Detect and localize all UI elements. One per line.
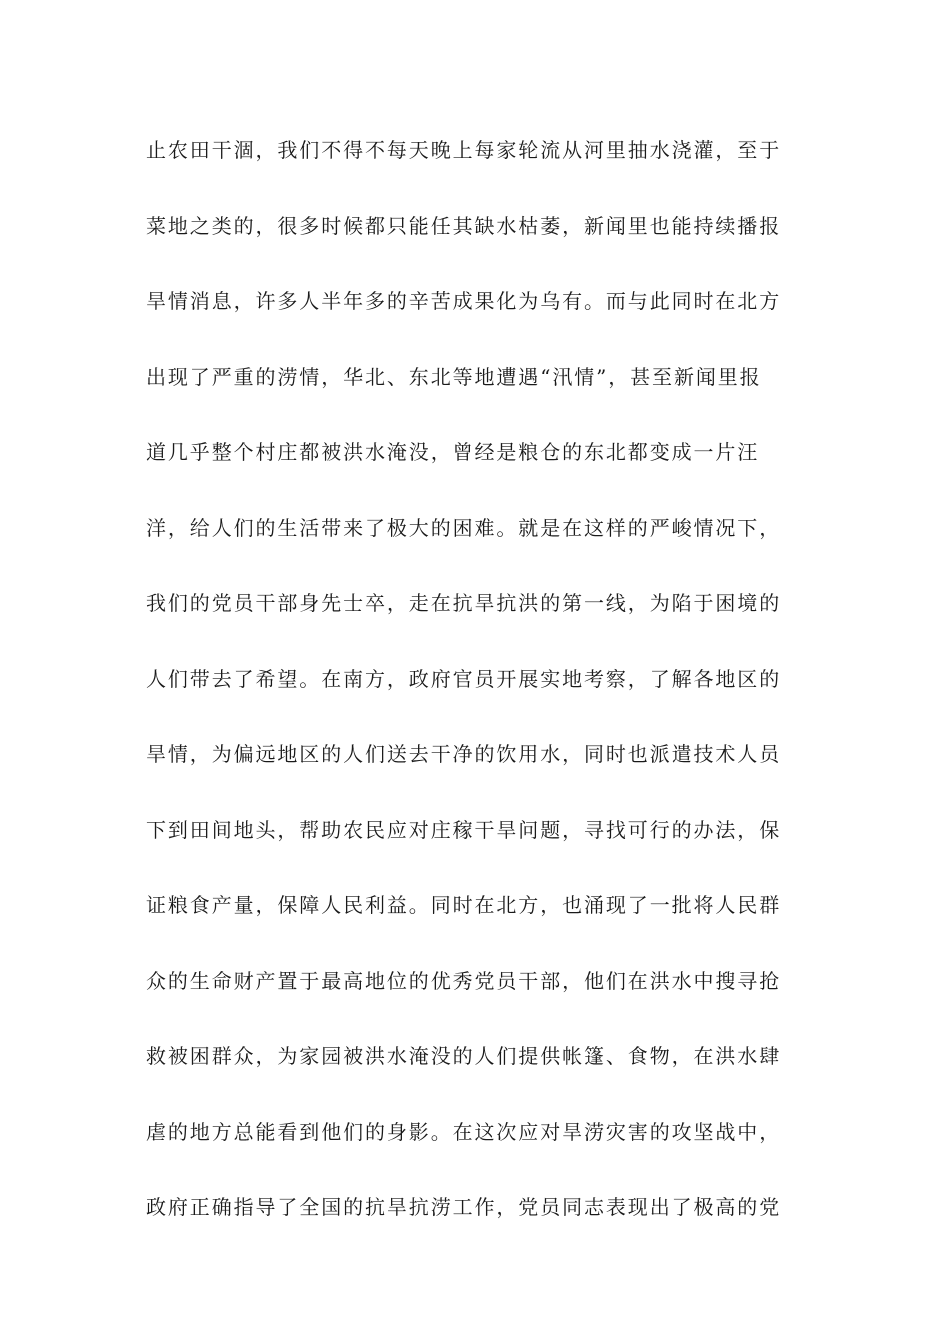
text-line: 下到田间地头，帮助农民应对庄稼干旱问题，寻找可行的办法，保 bbox=[146, 817, 782, 842]
text-line: 旱情，为偏远地区的人们送去干净的饮用水，同时也派遣技术人员 bbox=[146, 742, 782, 766]
text-line: 虐的地方总能看到他们的身影。在这次应对旱涝灾害的攻坚战中， bbox=[146, 1119, 782, 1144]
text-line: 我们的党员干部身先士卒，走在抗旱抗洪的第一线，为陷于困境的 bbox=[146, 591, 782, 615]
text-line: 救被困群众，为家园被洪水淹没的人们提供帐篷、食物，在洪水肆 bbox=[146, 1044, 782, 1068]
text-line: 旱情消息，许多人半年多的辛苦成果化为乌有。而与此同时在北方 bbox=[146, 289, 782, 313]
text-line: 证粮食产量，保障人民利益。同时在北方，也涌现了一批将人民群 bbox=[146, 893, 782, 917]
text-line: 政府正确指导了全国的抗旱抗涝工作，党员同志表现出了极高的党 bbox=[146, 1195, 782, 1219]
text-line: 道几乎整个村庄都被洪水淹没，曾经是粮仓的东北都变成一片汪 bbox=[146, 440, 760, 464]
text-line: 止农田干涸，我们不得不每天晚上每家轮流从河里抽水浇灌，至于 bbox=[146, 138, 782, 162]
text-line: 洋，给人们的生活带来了极大的困难。就是在这样的严峻情况下， bbox=[146, 515, 782, 540]
body-text bbox=[146, 130, 806, 1263]
text-line: 菜地之类的，很多时候都只能任其缺水枯萎，新闻里也能持续播报 bbox=[146, 213, 782, 238]
text-line: 众的生命财产置于最高地位的优秀党员干部，他们在洪水中搜寻抢 bbox=[146, 968, 782, 993]
text-line: 人们带去了希望。在南方，政府官员开展实地考察，了解各地区的 bbox=[146, 666, 782, 691]
text-line: 出现了严重的涝情，华北、东北等地遭遇“汛情”，甚至新闻里报 bbox=[146, 364, 762, 389]
